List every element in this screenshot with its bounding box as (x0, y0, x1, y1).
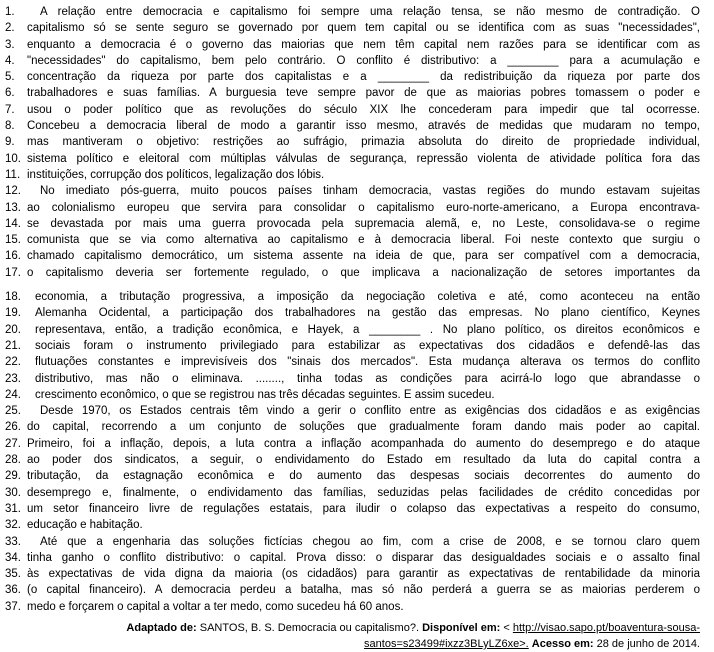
text-line (5, 118, 700, 134)
line-number: 8. (5, 120, 15, 133)
line-number: 2. (5, 22, 15, 35)
text-line (5, 102, 700, 118)
text-line (5, 452, 700, 468)
text-line (5, 305, 700, 321)
line-number: 22. (5, 356, 21, 369)
line-number: 3. (5, 38, 15, 51)
line-text: comunista que se via como alternativa ao capitalismo e à democracia liberal. Foi neste contexto que surgiu o (27, 234, 700, 247)
line-number: 32. (5, 519, 21, 532)
citation-label: Disponível em: (422, 621, 501, 634)
line-text: concentração da riqueza por parte dos capitalistas e a ________ da redistribuição da riqueza por parte dos (27, 71, 700, 84)
text-line (5, 550, 700, 566)
line-text: um setor financeiro livre de regulações estatais, para iludir o colapso das expectativas a respeito do consumo, (27, 502, 700, 515)
source-citation (0, 620, 714, 652)
line-number: 27. (5, 437, 21, 450)
line-number: 14. (5, 217, 21, 230)
text-line (5, 371, 700, 387)
line-number: 24. (5, 388, 21, 401)
line-text: Concebeu a democracia liberal de modo a garantir isso mesmo, através de medidas que mudaram no tempo, (27, 120, 700, 133)
line-text: A relação entre democracia e capitalismo foi sempre uma relação tensa, se não mesmo de contradição. O (40, 6, 700, 18)
line-number: 20. (5, 323, 21, 336)
line-number: 28. (5, 454, 21, 467)
text-line (5, 582, 700, 598)
text-line (5, 248, 700, 264)
line-number: 17. (5, 266, 21, 279)
line-number: 13. (5, 201, 21, 214)
text-line (5, 468, 700, 484)
line-text: ao poder dos sindicatos, a seguir, o endividamento do Estado em resultado da luta do capital contra a (27, 454, 700, 467)
text-line (5, 289, 700, 305)
citation-text: < (500, 621, 513, 634)
line-number: 37. (5, 600, 21, 613)
line-text: Desde 1970, os Estados centrais têm vindo a gerir o conflito entre as exigências dos cidadãos e as exigências (40, 405, 700, 418)
text-line (5, 4, 700, 20)
text-line (5, 419, 700, 435)
text-line (5, 534, 700, 550)
line-number: 18. (5, 291, 21, 304)
line-text: capitalismo só se sente seguro se governado por quem tem capital ou se identifica com as suas "necessidades", (27, 22, 700, 35)
text-line (5, 517, 700, 533)
text-line (5, 37, 700, 53)
line-number: 15. (5, 234, 21, 247)
line-number: 33. (5, 535, 21, 548)
line-text: sistema político e eleitoral com múltiplas válvulas de segurança, repressão violenta de atividade política fora das (27, 152, 700, 165)
line-number: 21. (5, 339, 21, 352)
line-number: 29. (5, 470, 21, 483)
line-text: No imediato pós-guerra, muito poucos países tinham democracia, vastas regiões do mundo estavam sujeitas (40, 185, 700, 198)
line-text: tinha ganho o conflito distributivo: o capital. Prova disso: o disparar das desigualdades sociais e o assalto final (27, 551, 700, 564)
citation-text: SANTOS, B. S. Democracia ou capitalismo?. (196, 621, 423, 634)
line-text: (o capital financeiro). A democracia perdeu a batalha, mas só não perderá a guerra se as maiorias perderem o (27, 584, 700, 597)
line-text: instituições, corrupção dos políticos, legalização dos lóbis. (27, 168, 325, 181)
citation-line-2 (0, 636, 700, 652)
line-number: 26. (5, 421, 21, 434)
line-number: 34. (5, 551, 21, 564)
line-number: 36. (5, 584, 21, 597)
line-number: 11. (5, 168, 21, 181)
source-url-link[interactable]: santos=s23499#ixzz3BLyLZ6xe>. (364, 637, 529, 650)
citation-label: Acesso em: (531, 637, 594, 650)
line-number: 5. (5, 71, 15, 84)
text-line (5, 501, 700, 517)
line-text: usou o poder político que as revoluções do século XIX lhe concederam para impedir que tal ocorresse. (27, 103, 700, 116)
line-text: economia, a tributação progressiva, a imposição da negociação coletiva e até, como aconteceu na então (35, 291, 700, 304)
line-number: 30. (5, 486, 21, 499)
text-line (5, 151, 700, 167)
line-number: 9. (5, 136, 15, 149)
text-line (5, 200, 700, 216)
line-number: 23. (5, 372, 21, 385)
line-text: representava, então, a tradição econômica, e Hayek, a ________ . No plano político, os direitos econômicos e (35, 323, 700, 336)
text-line (5, 69, 700, 85)
line-number: 16. (5, 250, 21, 263)
line-text: educação e habitação. (27, 519, 143, 532)
text-line (5, 167, 700, 183)
text-line (5, 85, 700, 101)
line-text: desemprego e, finalmente, o endividamento das famílias, seduzidas pelas facilidades de crédito concedidas por (27, 486, 700, 499)
line-number: 7. (5, 103, 15, 116)
line-number: 19. (5, 307, 21, 320)
line-text: distributivo, mas não o eliminava. ........, tinha todas as condições para acirrá-lo logo que abrandasse o (35, 372, 700, 385)
text-line (5, 53, 700, 69)
text-line (5, 436, 700, 452)
line-text: medo e forçarem o capital a voltar a ter medo, como sucedeu há 60 anos. (27, 600, 404, 613)
text-line (5, 403, 700, 419)
line-number: 1. (5, 6, 15, 18)
text-line (5, 183, 700, 199)
line-text: se devastada por mais uma guerra provocada pela supremacia alemã, e, no Leste, consolidava-se o regime (27, 217, 700, 230)
line-number: 31. (5, 502, 21, 515)
source-url-link[interactable]: http://visao.sapo.pt/boaventura-sousa- (512, 621, 700, 634)
text-line (5, 354, 700, 370)
line-text: o capitalismo deveria ser fortemente regulado, o que implicava a nacionalização de setores importantes da (27, 266, 700, 279)
line-text: "necessidades" do capitalismo, bem pelo contrário. O conflito é distributivo: a ________ para a acumulação e (27, 54, 700, 67)
citation-line-1 (0, 620, 700, 636)
line-text: sociais foram o instrumento privilegiado para estabilizar as expectativas dos cidadãos e defendê-las das (35, 339, 700, 352)
line-text: Alemanha Ocidental, a participação dos trabalhadores na gestão das empresas. No plano científico, Keynes (35, 307, 700, 320)
text-line (5, 338, 700, 354)
text-line (5, 20, 700, 36)
line-text: às expectativas de vida digna da maioria (os cidadãos) para garantir as expectativas de rentabilidade da minoria (27, 568, 700, 581)
text-line (5, 232, 700, 248)
text-line (5, 566, 700, 582)
line-text: trabalhadores e suas famílias. A burguesia teve sempre pavor de que as maiorias pobres tomassem o poder e (27, 87, 700, 100)
line-text: do capital, recorrendo a um conjunto de soluções que gradualmente foram dando mais poder ao capital. (27, 421, 700, 434)
line-text: ao colonialismo europeu que servira para consolidar o capitalismo euro-norte-americano, a Europa encontrava- (27, 201, 700, 214)
line-number: 12. (5, 185, 21, 198)
text-line (5, 387, 700, 403)
text-line (5, 216, 700, 232)
text-line (5, 265, 700, 281)
line-text: Até que a engenharia das soluções fictícias chegou ao fim, com a crise de 2008, e se tornou claro quem (40, 535, 700, 548)
line-text: crescimento econômico, o que se registrou nas três décadas seguintes. E assim sucedeu. (35, 388, 495, 401)
line-text: enquanto a democracia é o governo das maiorias que nem têm capital nem razões para se identificar com as (27, 38, 700, 51)
line-text: Primeiro, foi a inflação, depois, a luta contra a inflação acompanhada do aumento do desemprego e do ataque (27, 437, 700, 450)
line-text: flutuações constantes e imprevisíveis dos "sinais dos mercados". Esta mudança alterava os termos do conflito (35, 356, 700, 369)
line-number: 25. (5, 405, 21, 418)
line-number: 4. (5, 54, 15, 67)
line-text: mas mantiveram o objetivo: restrições ao sufrágio, primazia absoluta do direito de propriedade individual, (27, 136, 700, 149)
text-line (5, 322, 700, 338)
line-number: 6. (5, 87, 15, 100)
citation-text: 28 de junho de 2014. (593, 637, 700, 650)
text-line (5, 134, 700, 150)
line-number: 10. (5, 152, 21, 165)
text-line (5, 485, 700, 501)
line-number: 35. (5, 568, 21, 581)
text-line (5, 599, 700, 615)
line-text: chamado capitalismo democrático, um sistema assente na ideia de que, para ser compatível com a democracia, (27, 250, 700, 263)
citation-label: Adaptado de: (126, 621, 197, 634)
line-text: tributação, da estagnação econômica e do aumento das despesas sociais decorrentes do aumento do (27, 470, 700, 483)
